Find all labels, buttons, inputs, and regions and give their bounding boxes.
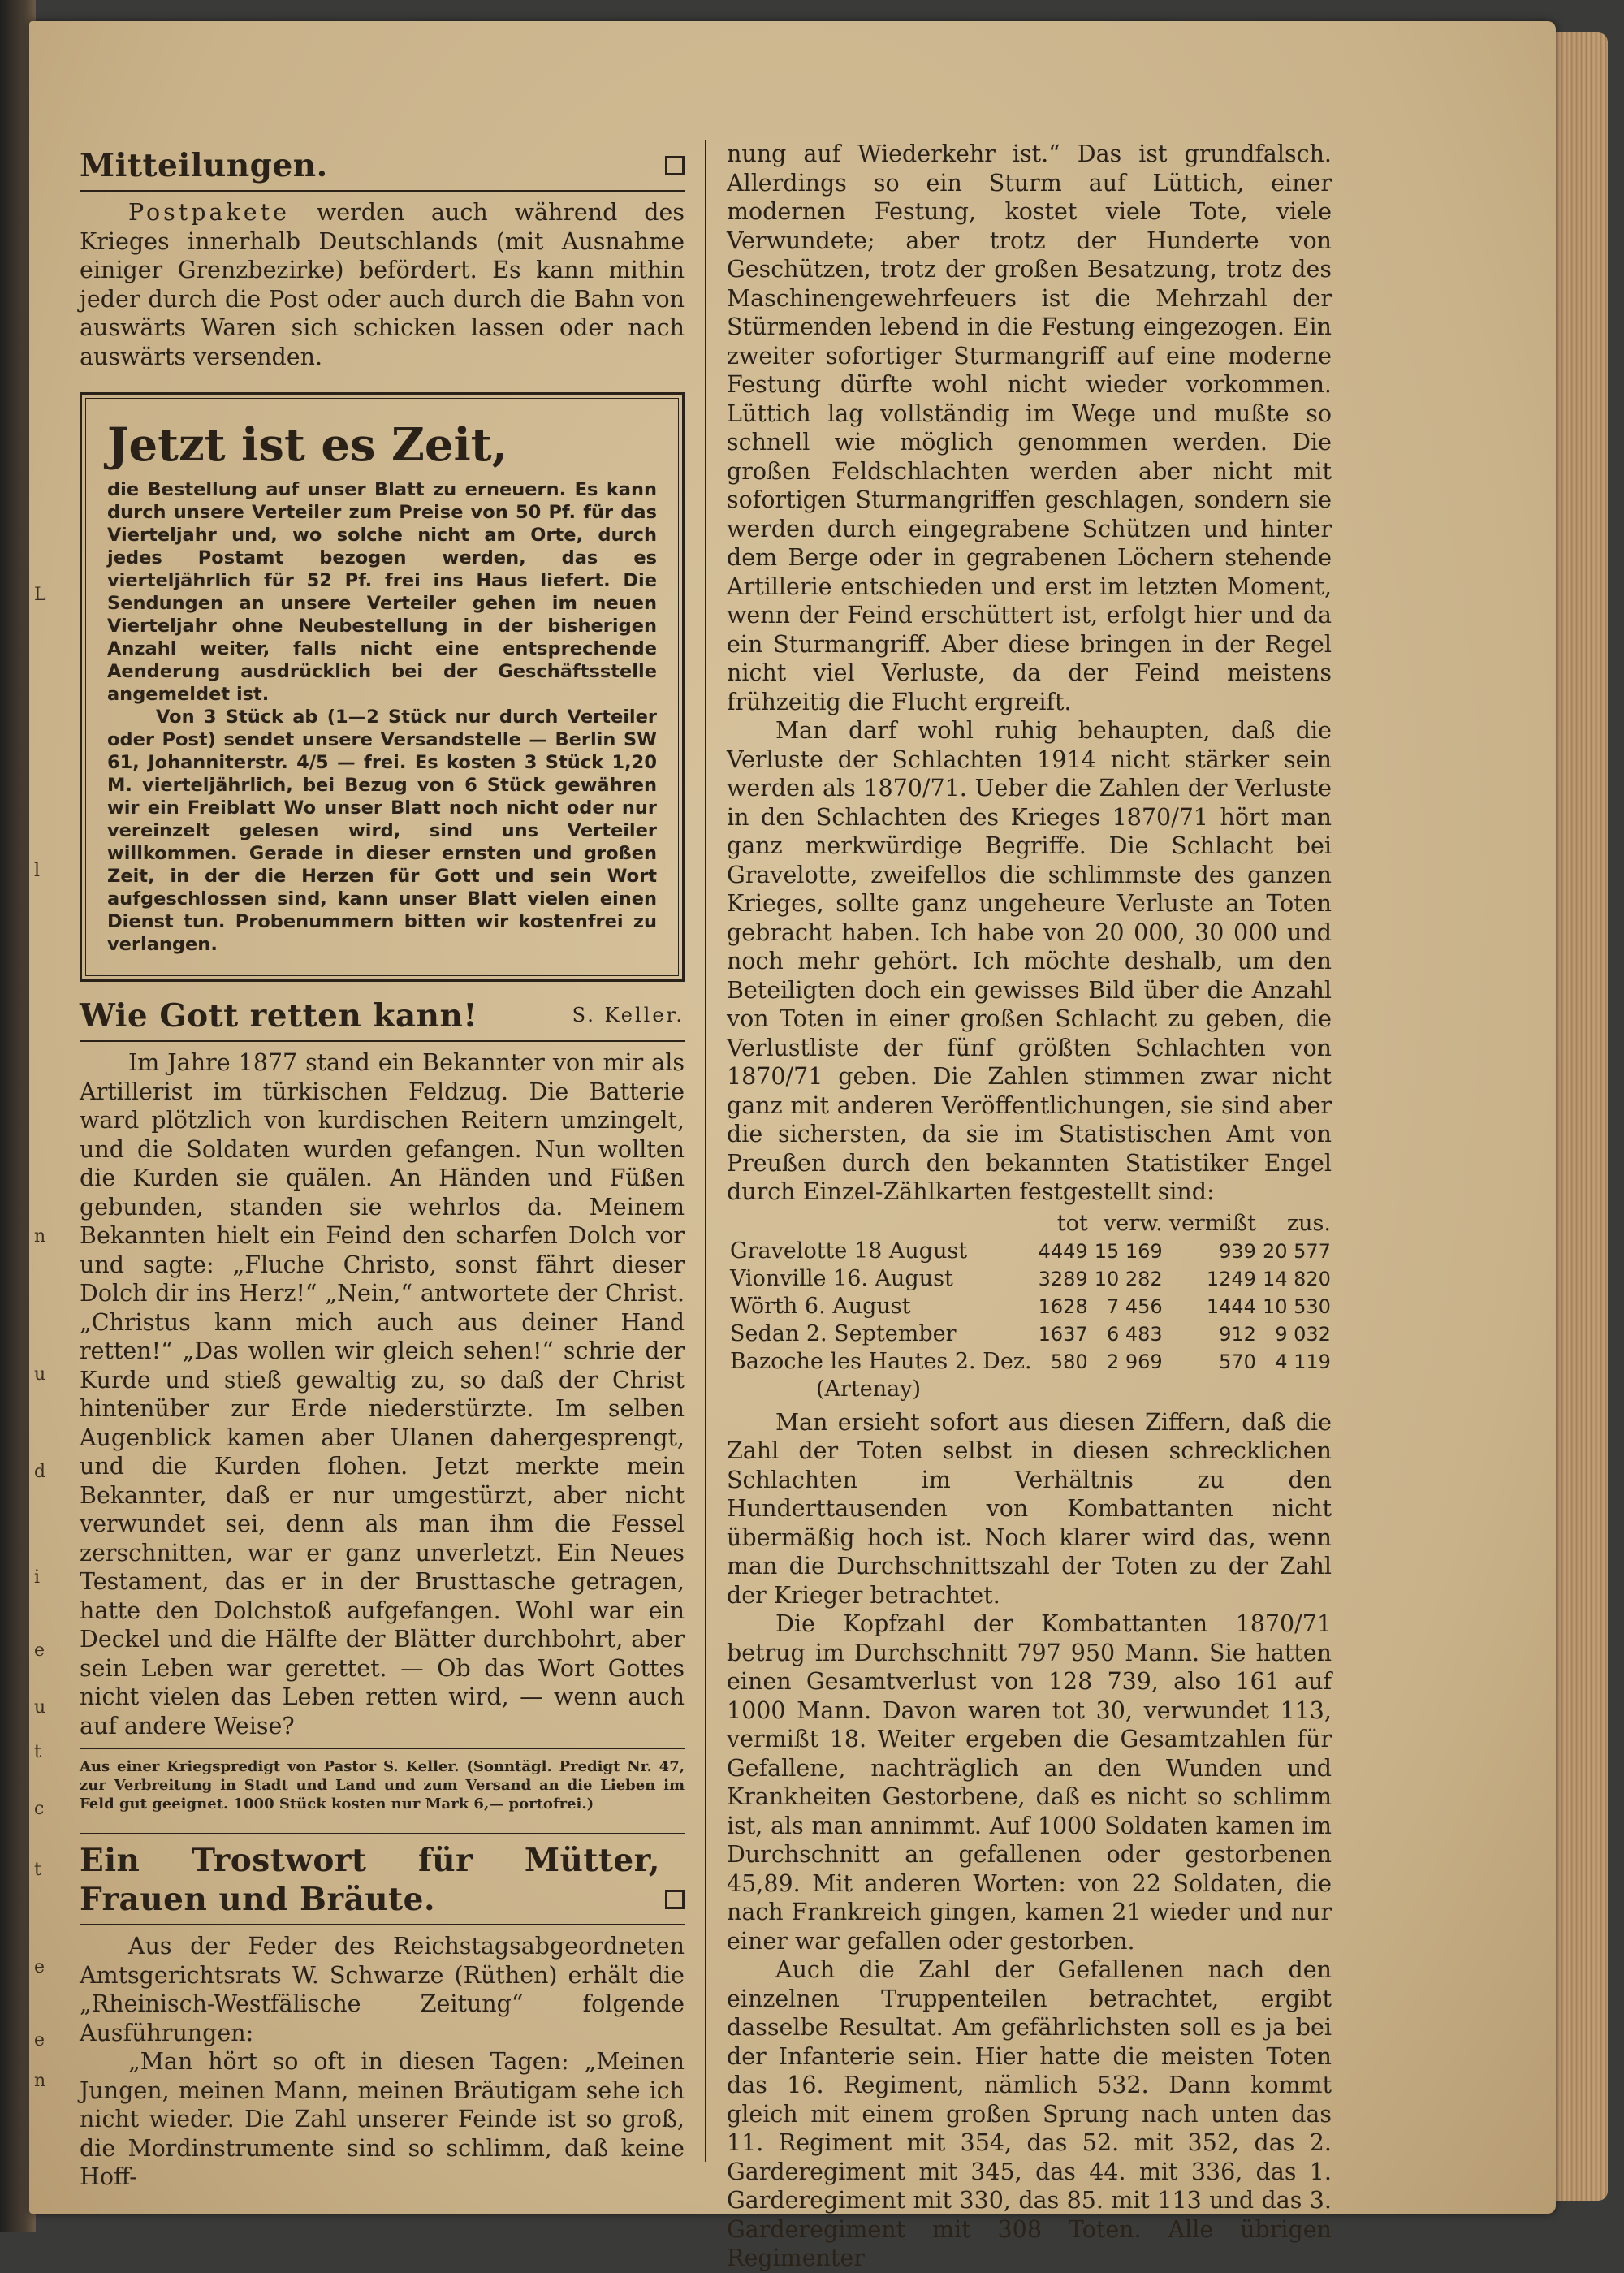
margin-char: e xyxy=(34,1640,45,1661)
margin-char: n xyxy=(34,2071,46,2091)
table-row xyxy=(727,1320,1334,1348)
cell-zus: 4 119 xyxy=(1275,1350,1331,1373)
square-ornament-icon xyxy=(665,1890,685,1909)
battle-name: Sedan 2. September xyxy=(730,1320,957,1346)
battle-name: Bazoche les Hautes 2. Dez. xyxy=(730,1348,1032,1374)
battle-name: Wörth 6. August xyxy=(730,1293,911,1319)
cell-verw: 7 456 xyxy=(1106,1294,1163,1318)
margin-char: l xyxy=(34,861,41,881)
cell-zus: 9 032 xyxy=(1275,1322,1331,1346)
article2-text-1: Aus der Feder des Reichstagsabgeordneten Amtsgerichtsrats W. Schwarze (Rüthen) erhält die „Rheinisch-Westfälische Zeitung“ folgende Ausführungen: xyxy=(80,1933,685,2046)
cell-tot: 1637 xyxy=(1038,1322,1088,1346)
right-column xyxy=(727,140,1332,2273)
cell-vermisst: 939 xyxy=(1219,1239,1256,1263)
header-rule xyxy=(80,190,685,192)
cell-verw: 15 169 xyxy=(1094,1239,1163,1263)
right-paragraph-1: nung auf Wiederkehr ist.“ Das ist grundfalsch. Allerdings so ein Sturm auf Lüttich, einer modernen Festung, kostet viele Tote, viele Verwundete; aber trotz der Hunderte von Geschützen, trotz der großen Besatzung, trotz des Maschinengewehrfeuers ist die Mehrzahl der Stürmenden lebend in die Festung eingezogen. Ein zweiter sofortiger Sturmangriff auf eine moderne Festung dürfte wohl nicht wieder vorkommen. Lüttich lag vollständig im Wege und mußte so schnell wie möglich genommen werden. Die großen Feldschlachten werden aber nicht mit sofortigen Sturmangriffen geschlagen, sondern sie werden durch eingegrabene Schützen und hinter dem Berge oder in gegrabenen Löchern stehende Artillerie entschieden und erst im letzten Moment, wenn der Feind erschüttert ist, erfolgt hier und da ein Sturmangriff. Aber diese bringen in der Regel nicht viel Verluste, da der Feind meistens frühzeitig die Flucht ergreift. xyxy=(727,140,1332,715)
right-paragraph-5: Auch die Zahl der Gefallenen nach den einzelnen Truppenteilen betrachtet, ergibt dasselbe Resultat. Am gefährlichsten soll es ja bei der Infanterie sein. Hier hatte die meisten Toten das 16. Regiment, nämlich 532. Dann kommt gleich mit einem großen Sprung nach unten das 11. Regiment mit 354, das 52. mit 352, das 2. Garderegiment mit 345, das 44. mit 336, das 1. Garderegiment mit 330, das 85. mit 113 und das 3. Garderegiment mit 308 Toten. Alle übrigen Regimenter xyxy=(727,1956,1332,2271)
cell-verw: 2 969 xyxy=(1106,1350,1163,1373)
margin-char: n xyxy=(34,1226,46,1247)
left-margin-fragments xyxy=(29,97,62,2209)
article1-header xyxy=(80,996,685,1035)
cell-tot: 3289 xyxy=(1038,1267,1088,1290)
battle-note: (Artenay) xyxy=(816,1376,922,1402)
cell-verw: 10 282 xyxy=(1094,1267,1163,1290)
battle-name: Vionville 16. August xyxy=(730,1265,953,1291)
table-row xyxy=(727,1238,1334,1265)
square-ornament-icon xyxy=(665,156,685,175)
cell-zus: 10 530 xyxy=(1262,1294,1331,1318)
losses-table xyxy=(727,1210,1334,1403)
margin-char: t xyxy=(34,1860,41,1880)
article2-text-2: „Man hört so oft in diesen Tagen: „Meinen Jungen, meinen Mann, meinen Bräutigam sehe ich nicht wieder. Die Zahl unserer Feinde ist so groß, die Mordinstrumente sind so schlimm, daß keine Hoff- xyxy=(80,2048,685,2190)
table-row xyxy=(727,1348,1334,1376)
notice-title: Jetzt ist es Zeit, xyxy=(107,418,508,472)
header-rule xyxy=(80,1924,685,1925)
mitteilungen-body: werden auch während des Krieges innerhalb Deutschlands (mit Ausnahme einiger Grenzbezirke) befördert. Es kann mithin jeder durch die Post oder auch durch die Bahn von auswärts Waren sich schicken lassen oder nach auswärts versenden. xyxy=(80,199,685,370)
margin-char: u xyxy=(34,1364,46,1385)
subscription-notice-box xyxy=(80,392,685,982)
cell-vermisst: 1444 xyxy=(1206,1294,1256,1318)
article1-footnote: Aus einer Kriegspredigt von Pastor S. Keller. (Sonntägl. Predigt Nr. 47, zur Verbreitung in Stadt und Land und zum Versand an die Lieben im Feld gut geeignet. 1000 Stück kosten nur Mark 6,— portofrei.) xyxy=(80,1748,685,1813)
margin-char: e xyxy=(34,1957,45,1977)
article1-text: Im Jahre 1877 stand ein Bekannter von mir als Artillerist im türkischen Feldzug. Die Batterie ward plötzlich von kurdischen Reitern umzingelt, und die Soldaten wurden gefangen. Nun wollten die Kurden sie quälen. An Händen und Füßen gebunden, standen sie wehrlos da. Meinem Bekannten hielt ein Feind den scharfen Dolch vor und sagte: „Fluche Christo, sonst fährt dieser Dolch dir ins Herz!“ „Nein,“ antwortete der Christ. „Christus kann mich auch aus deiner Hand retten!“ „Das wollen wir gleich sehen!“ schrie der Kurde und stieß gewaltig zu, so daß der Christ hintenüber zur Erde niederstürzte. Im selben Augenblick kamen aber Ulanen dahergesprengt, und die Kurden flohen. Jetzt merkte mein Bekannter, daß er nur umgestürzt, aber nicht verwundet sei, denn als man ihm die Fessel zerschnitten, war er ganz unverletzt. Ein Neues Testament, das er in der Brusttasche getragen, hatte den Dolchstoß aufgefangen. Wohl war ein Deckel und die Hälfte der Blätter durchbohrt, aber sein Leben war gerettet. — Ob das Wort Gottes nicht vielen das Leben retten wird, — wenn auch auf andere Weise? xyxy=(80,1049,685,1739)
col-header-tot: tot xyxy=(1056,1210,1088,1236)
mitteilungen-title: Mitteilungen. xyxy=(80,147,328,184)
cell-vermisst: 1249 xyxy=(1206,1267,1256,1290)
cell-vermisst: 570 xyxy=(1219,1350,1256,1373)
losses-table-header xyxy=(727,1210,1334,1238)
left-column xyxy=(80,146,685,2192)
cell-vermisst: 912 xyxy=(1219,1322,1256,1346)
table-row xyxy=(727,1265,1334,1293)
mitteilungen-lead: Postpakete xyxy=(128,199,290,226)
margin-char: c xyxy=(34,1799,45,1819)
column-divider xyxy=(705,140,706,2162)
cell-tot: 4449 xyxy=(1038,1239,1088,1263)
mitteilungen-text xyxy=(80,198,685,371)
margin-char: e xyxy=(34,2030,45,2050)
cell-tot: 580 xyxy=(1050,1350,1088,1373)
right-paragraph-4: Die Kopfzahl der Kombattanten 1870/71 betrug im Durchschnitt 797 950 Mann. Sie hatten einen Gesamtverlust von 128 739, also 161 auf 1000 Mann. Davon waren tot 30, verwundet 113, vermißt 18. Weiter ergeben die Gesamtzahlen für Gefallene, nachträglich an den Wunden und Krankheiten Gestorbene, daß es nicht so schlimm ist, als man annimmt. Auf 1000 Soldaten kamen im Durchschnitt an gefallenen oder gestorbenen 45,89. Mit anderen Worten: von 22 Soldaten, die nach Frankreich gingen, kamen 21 wieder und nur einer war gefallen oder gestorben. xyxy=(727,1610,1332,1955)
mitteilungen-header xyxy=(80,146,685,185)
cell-zus: 20 577 xyxy=(1262,1239,1331,1263)
table-row-note xyxy=(727,1376,1334,1403)
header-rule xyxy=(80,1040,685,1042)
cell-tot: 1628 xyxy=(1038,1294,1088,1318)
right-paragraph-2: Man darf wohl ruhig behaupten, daß die Verluste der Schlachten 1914 nicht stärker sein werden als 1870/71. Ueber die Zahlen der Verluste in den Schlachten des Krieges 1870/71 hört man ganz merkwürdige Begriffe. Die Schlacht bei Gravelotte, zweifellos die schlimmste des ganzen Krieges, sollte ganz ungeheure Verluste an Toten gebracht haben. Ich habe von 20 000, 30 000 und noch mehr gehört. Ich möchte deshalb, um den Beteiligten doch ein gewisses Bild über die Anzahl von Toten in einer großen Schlacht zu geben, die Verlustliste der fünf größten Schlachten von 1870/71 geben. Die Zahlen stimmen zwar nicht ganz mit anderen Veröffentlichungen, sie sind aber die sichersten, da sie im Statistischen Amt von Preußen durch den bekannten Statistiker Engel durch Einzel-Zählkarten festgestellt sind: xyxy=(727,717,1332,1205)
battle-name: Gravelotte 18 August xyxy=(730,1238,968,1264)
cell-zus: 14 820 xyxy=(1262,1267,1331,1290)
col-header-zus: zus. xyxy=(1286,1210,1331,1236)
col-header-vermisst: vermißt xyxy=(1168,1210,1256,1236)
margin-char: u xyxy=(34,1697,46,1718)
notice-text-1: die Bestellung auf unser Blatt zu erneuern. Es kann durch unsere Verteiler zum Preise von 50 Pf. für das Vierteljahr und, wo solche nicht am Orte, durch jedes Postamt bezogen werden, das es vierteljährlich für 52 Pf. frei ins Haus liefert. Die Sendungen an unsere Verteiler gehen im neuen Vierteljahr ohne Neubestellung in der bisherigen Anzahl weiter, falls nicht eine entsprechende Aenderung ausdrücklich bei der Geschäftsstelle angemeldet ist. xyxy=(107,479,657,705)
section-rule xyxy=(80,1833,685,1834)
article2-title: Ein Trostwort für Mütter, Frauen und Bräute. xyxy=(80,1842,660,1918)
table-row xyxy=(727,1293,1334,1320)
article1-title: Wie Gott retten kann! xyxy=(80,997,478,1035)
margin-char: t xyxy=(34,1742,41,1762)
subscription-notice xyxy=(85,398,679,976)
notice-text-2: Von 3 Stück ab (1—2 Stück nur durch Verteiler oder Post) sendet unsere Versandstelle — Berlin SW 61, Johanniterstr. 4/5 — frei. Es kosten 3 Stück 1,20 M. vierteljährlich, bei Bezug von 6 Stück gewähren wir ein Freiblatt Wo unser Blatt noch nicht oder nur vereinzelt gelesen wird, sind uns Verteiler willkommen. Gerade in dieser ernsten und großen Zeit, in der die Herzen für Gott und sein Wort aufgeschlossen sind, kann unser Blatt vielen einen Dienst tun. Probenummern bitten wir kostenfrei zu verlangen. xyxy=(107,707,657,955)
margin-char: i xyxy=(34,1567,41,1588)
margin-char: d xyxy=(34,1462,46,1482)
col-header-verw: verw. xyxy=(1104,1210,1163,1236)
cell-verw: 6 483 xyxy=(1106,1322,1163,1346)
article1-byline: S. Keller. xyxy=(572,1004,685,1027)
margin-char: L xyxy=(34,585,46,605)
right-paragraph-3: Man ersieht sofort aus diesen Ziffern, daß die Zahl der Toten selbst in diesen schrecklichen Schlachten im Verhältnis zu den Hunderttausenden von Kombattanten nicht übermäßig hoch ist. Noch klarer wird das, wenn man die Durchschnittszahl der Toten zu der Zahl der Krieger betrachtet. xyxy=(727,1408,1332,1609)
